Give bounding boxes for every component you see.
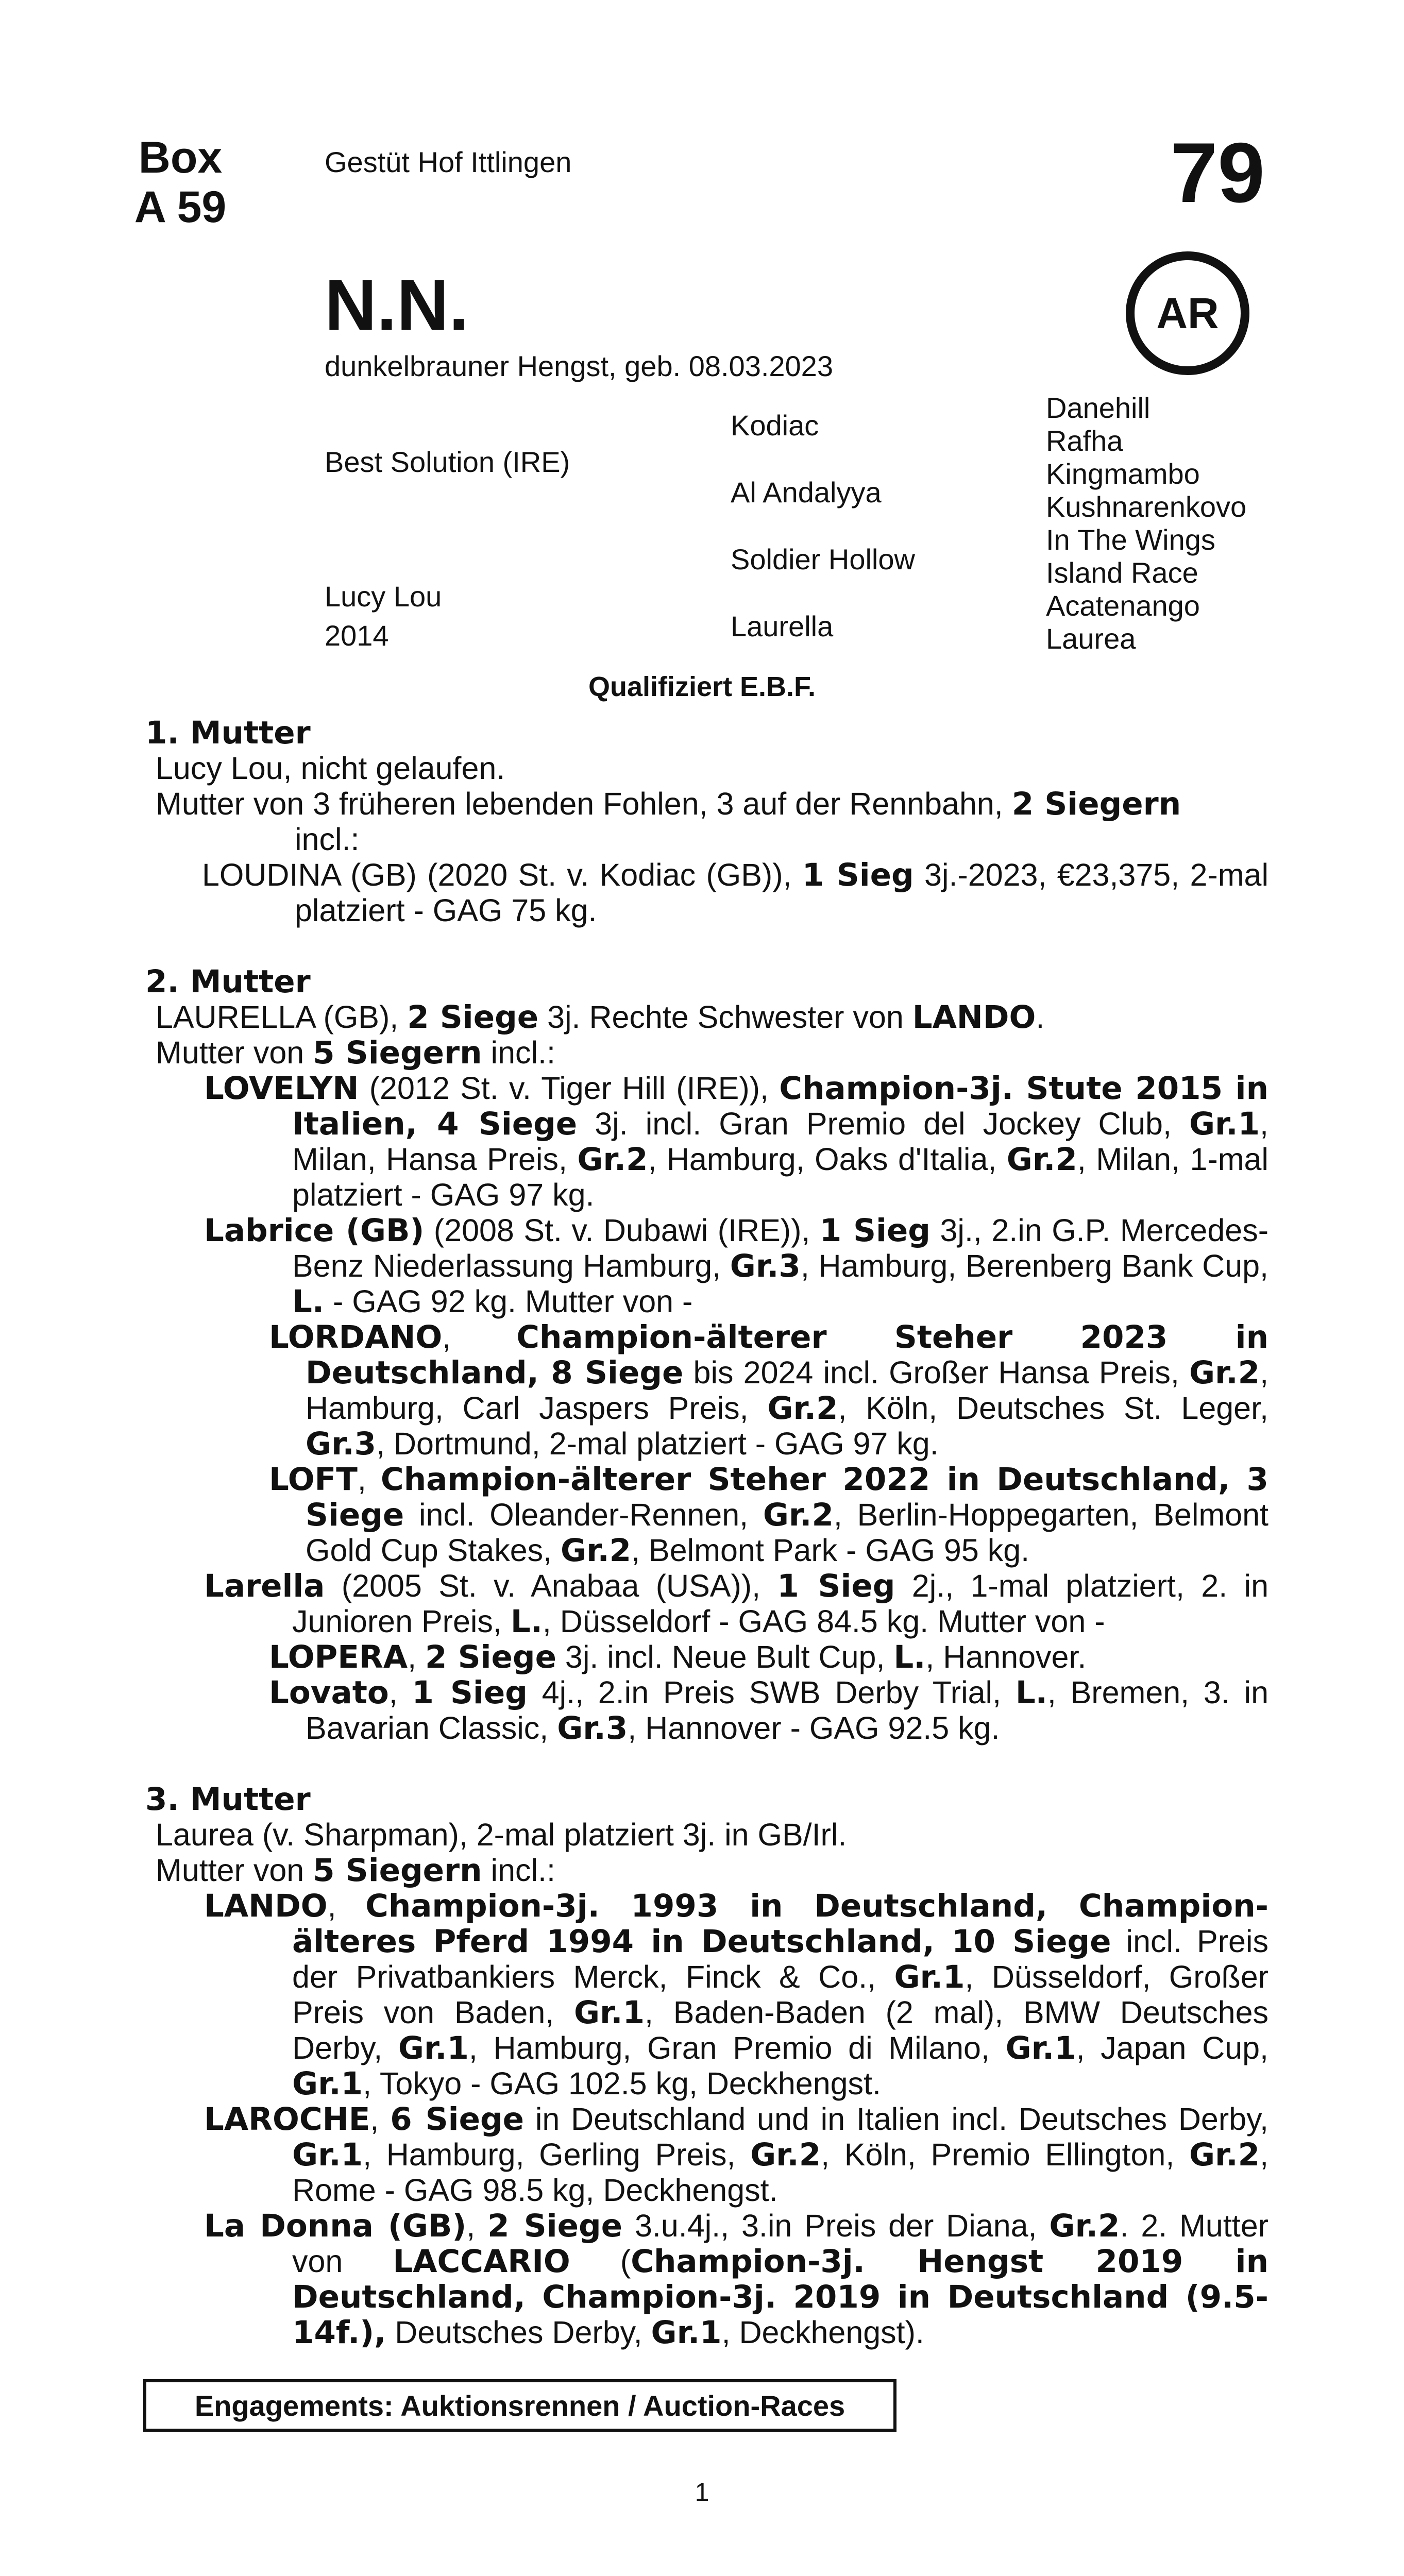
second-dam-line: LAURELLA (GB), 2 Siege 3j. Rechte Schwester von LANDO. bbox=[156, 999, 1045, 1036]
pedigree-sire: Best Solution (IRE) bbox=[325, 446, 570, 478]
ar-badge bbox=[1126, 251, 1249, 375]
entry-labrice: Labrice (GB) (2008 St. v. Dubawi (IRE)), 1 Sieg 3j., 2.in G.P. Mercedes-Benz Niederlassung Hamburg, Gr.3, Hamburg, Berenberg Bank Cup, L. - GAG 92 kg. Mutter von - bbox=[204, 1212, 1269, 1320]
horse-description: dunkelbrauner Hengst, geb. 08.03.2023 bbox=[325, 350, 833, 382]
pedigree-dam-sire: Soldier Hollow bbox=[731, 543, 915, 575]
engagements-box bbox=[143, 2379, 896, 2432]
horse-name: N.N. bbox=[325, 264, 469, 345]
engagements-text: Engagements: Auktionsrennen / Auction-Races bbox=[194, 2389, 845, 2422]
pedigree-gen3-item: In The Wings bbox=[1046, 523, 1215, 556]
pedigree-gen3-item: Kingmambo bbox=[1046, 457, 1200, 490]
first-dam-entry-loudina: LOUDINA (GB) (2020 St. v. Kodiac (GB)), 1 Sieg 3j.-2023, €23,375, 2-mal platziert - GAG 75 kg. bbox=[202, 857, 1268, 928]
entry-loft: LOFT, Champion-älterer Steher 2022 in Deutschland, 3 Siege incl. Oleander-Rennen, Gr.2, Berlin-Hoppegarten, Belmont Gold Cup Stakes, Gr.2, Belmont Park - GAG 95 kg. bbox=[269, 1461, 1268, 1569]
pedigree-gen3-item: Rafha bbox=[1046, 425, 1123, 457]
entry-larella: Larella (2005 St. v. Anabaa (USA)), 1 Sieg 2j., 1-mal platziert, 2. in Junioren Preis, L., Düsseldorf - GAG 84.5 kg. Mutter von - bbox=[204, 1568, 1269, 1640]
section-heading-second-dam: 2. Mutter bbox=[145, 963, 311, 1000]
qualification: Qualifiziert E.B.F. bbox=[588, 671, 816, 702]
entry-laroche: LAROCHE, 6 Siege in Deutschland und in Italien incl. Deutsches Derby, Gr.1, Hamburg, Gerling Preis, Gr.2, Köln, Premio Ellington, Gr.2, Rome - GAG 98.5 kg, Deckhengst. bbox=[204, 2101, 1269, 2208]
pedigree-gen3-item: Kushnarenkovo bbox=[1046, 490, 1247, 523]
pedigree-sire-sire: Kodiac bbox=[731, 409, 819, 442]
section-heading-third-dam: 3. Mutter bbox=[145, 1781, 311, 1818]
section-heading-first-dam: 1. Mutter bbox=[145, 715, 311, 751]
breeder: Gestüt Hof Ittlingen bbox=[325, 146, 572, 178]
pedigree-gen3-item: Acatenango bbox=[1046, 589, 1200, 622]
box-number: A 59 bbox=[134, 182, 227, 232]
second-dam-produce: Mutter von 5 Siegern incl.: bbox=[156, 1035, 555, 1071]
pedigree-dam-year: 2014 bbox=[325, 619, 389, 652]
box-label bbox=[93, 133, 268, 232]
entry-lovato: Lovato, 1 Sieg 4j., 2.in Preis SWB Derby Trial, L., Bremen, 3. in Bavarian Classic, Gr.3, Hannover - GAG 92.5 kg. bbox=[269, 1674, 1268, 1747]
entry-lando: LANDO, Champion-3j. 1993 in Deutschland, Champion-älteres Pferd 1994 in Deutschland, 10 Siege incl. Preis der Privatbankiers Merck, Finck & Co., Gr.1, Düsseldorf, Großer Preis von Baden, Gr.1, Baden-Baden (2 mal), BMW Deutsches Derby, Gr.1, Hamburg, Gran Premio di Milano, Gr.1, Japan Cup, Gr.1, Tokyo - GAG 102.5 kg, Deckhengst. bbox=[204, 1888, 1268, 2102]
first-dam-produce: Mutter von 3 früheren lebenden Fohlen, 3 auf der Rennbahn, 2 Siegern incl.: bbox=[156, 786, 1181, 857]
entry-lopera: LOPERA, 2 Siege 3j. incl. Neue Bult Cup, L., Hannover. bbox=[269, 1639, 1087, 1675]
third-dam-produce: Mutter von 5 Siegern incl.: bbox=[156, 1852, 555, 1889]
pedigree-gen3-item: Island Race bbox=[1046, 556, 1198, 589]
first-dam-line: Lucy Lou, nicht gelaufen. bbox=[156, 751, 505, 786]
page-number: 1 bbox=[695, 2478, 709, 2506]
pedigree-dam-dam: Laurella bbox=[731, 610, 834, 642]
pedigree-gen3-item: Laurea bbox=[1046, 622, 1136, 655]
pedigree-gen3 bbox=[1046, 392, 1246, 655]
box-label-text: Box bbox=[138, 133, 223, 182]
entry-lovelyn: LOVELYN (2012 St. v. Tiger Hill (IRE)), Champion-3j. Stute 2015 in Italien, 4 Siege 3j. incl. Gran Premio del Jockey Club, Gr.1, Milan, Hansa Preis, Gr.2, Hamburg, Oaks d'Italia, Gr.2, Milan, 1-mal platziert - GAG 97 kg. bbox=[204, 1070, 1268, 1212]
catalogue-body bbox=[145, 715, 1268, 2350]
pedigree-sire-dam: Al Andalyya bbox=[731, 476, 882, 509]
ar-badge-text: AR bbox=[1156, 289, 1219, 337]
pedigree-dam: Lucy Lou bbox=[325, 580, 442, 613]
entry-la-donna: La Donna (GB), 2 Siege 3.u.4j., 3.in Preis der Diana, Gr.2. 2. Mutter von LACCARIO (Champion-3j. Hengst 2019 in Deutschland, Champion-3j. 2019 in Deutschland (9.5-14f.), Deutsches Derby, Gr.1, Deckhengst). bbox=[204, 2208, 1268, 2351]
third-dam-line: Laurea (v. Sharpman), 2-mal platziert 3j. in GB/Irl. bbox=[156, 1817, 847, 1852]
lot-number: 79 bbox=[1170, 125, 1265, 220]
pedigree-gen3-item: Danehill bbox=[1046, 392, 1151, 424]
entry-lordano: LORDANO, Champion-älterer Steher 2023 in Deutschland, 8 Siege bis 2024 incl. Großer Hansa Preis, Gr.2, Hamburg, Carl Jaspers Preis, Gr.2, Köln, Deutsches St. Leger, Gr.3, Dortmund, 2-mal platziert - GAG 97 kg. bbox=[269, 1319, 1269, 1462]
